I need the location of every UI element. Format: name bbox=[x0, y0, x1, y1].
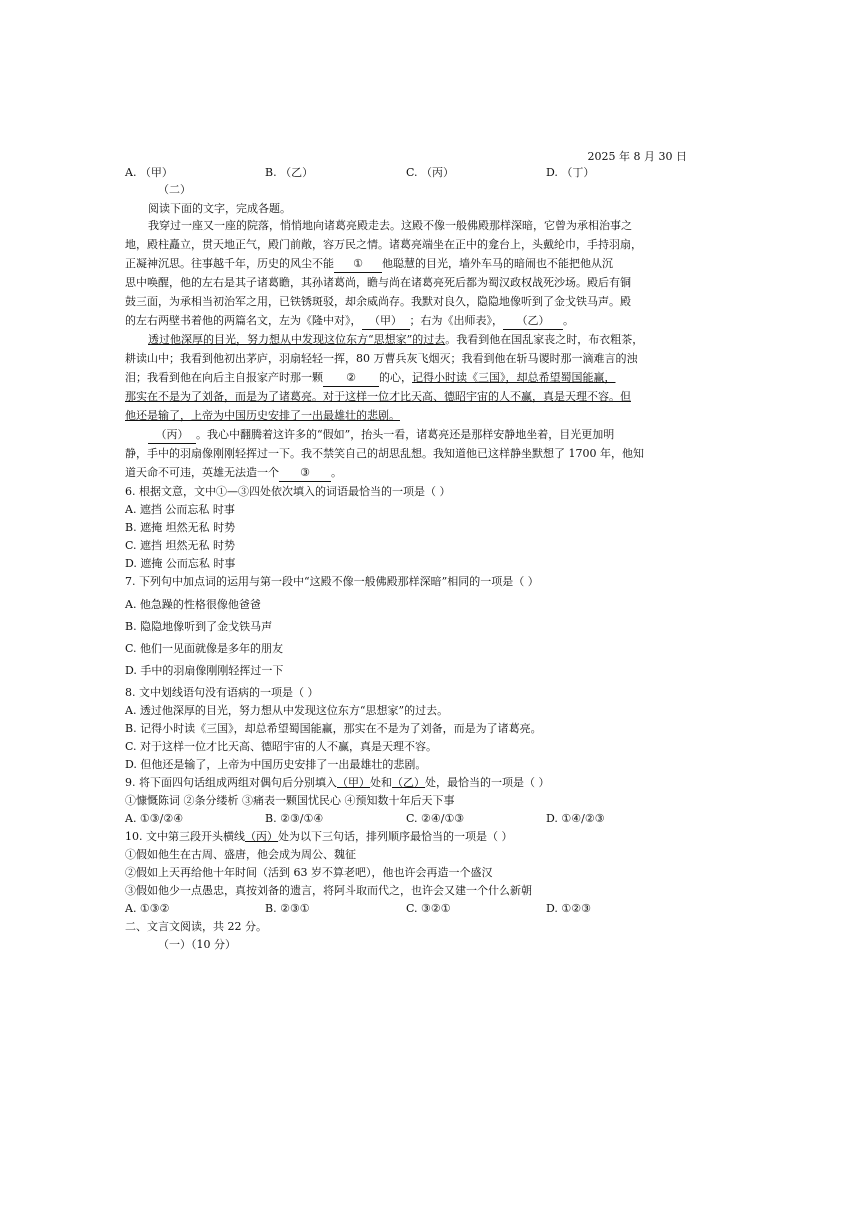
q9-option-b: B. ②③/①④ bbox=[265, 812, 324, 825]
blank-bing: （丙） bbox=[148, 427, 196, 444]
question-text: 10. 文中第三段开头横线 bbox=[125, 830, 245, 843]
passage-text: 。我看到他在国乱家丧之时，布衣粗茶， bbox=[445, 333, 644, 346]
q9-items: ①慷慨陈词 ②条分缕析 ③痛表一颗国忧民心 ④预知数十年后天下事 bbox=[125, 794, 455, 807]
passage-text: 泪；我看到他在向后主自报家产时那一颗 bbox=[125, 371, 323, 384]
passage-line: 我穿过一座又一座的院落，悄悄地向诸葛亮殿走去。这殿不像一般佛殿那样深暗，它曾为承相治事之 bbox=[148, 219, 632, 232]
q8-option-d: D. 但他还是输了，上帝为中国历史安排了一出最雄壮的悲剧。 bbox=[125, 758, 427, 771]
q7-option-c: C. 他们一见面就像是多年的朋友 bbox=[125, 642, 284, 655]
passage-text: 的心， bbox=[379, 371, 412, 384]
passage-line bbox=[148, 332, 690, 348]
question-text: 9. 将下面四句话组成两组对偶句后分别填入 bbox=[125, 776, 337, 789]
q10-option-a: A. ①③② bbox=[125, 902, 170, 915]
q10-marker-bing: （丙） bbox=[245, 830, 278, 843]
underlined-sentence-d: 他还是输了，上帝为中国历史安排了一出最雄壮的悲剧。 bbox=[125, 409, 400, 422]
question-9 bbox=[125, 775, 690, 791]
q6-option-b: B. 遮掩 坦然无私 时势 bbox=[125, 521, 236, 534]
blank-1: ① bbox=[334, 256, 382, 273]
passage-text: ；右为《出师表》， bbox=[409, 314, 503, 327]
passage-line bbox=[125, 256, 690, 273]
q10-option-b: B. ②③① bbox=[265, 902, 310, 915]
passage-line: 耕读山中；我看到他初出茅庐，羽扇轻轻一挥，80 万曹兵灰飞烟灭；我看到他在斩马谡时那一滴难言的浊 bbox=[125, 352, 638, 365]
question-10 bbox=[125, 829, 690, 845]
q9-option-c: C. ②④/①③ bbox=[406, 812, 465, 825]
passage-line bbox=[125, 370, 690, 387]
q9-marker-yi: （乙） bbox=[392, 776, 425, 789]
passage-text: 他聪慧的目光，墙外车马的暗闹也不能把他从沉 bbox=[382, 257, 613, 270]
prev-option-b: B. （乙） bbox=[265, 166, 314, 179]
q10-item-3: ③假如他少一点愚忠，真按刘备的遗言，将阿斗取而代之，也许会又建一个什么新朝 bbox=[125, 884, 532, 897]
passage-text: 。 bbox=[563, 314, 574, 327]
q9-marker-jia: （甲） bbox=[337, 776, 370, 789]
passage-line: 思中唤醒，他的左右是其子诸葛瞻，其孙诸葛尚，瞻与尚在诸葛亮死后都为蜀汉政权战死沙场。殿后有铜 bbox=[125, 276, 631, 289]
blank-yi: （乙） bbox=[503, 313, 563, 330]
passage-text: 的左右两壁书着他的两篇名文，左为《隆中对》， bbox=[125, 314, 362, 327]
question-6: 6. 根据文意，文中①—③四处依次填入的词语最恰当的一项是（ ） bbox=[125, 485, 451, 498]
passage-text: 。我心中翻腾着这许多的“假如”，抬头一看，诸葛亮还是那样安静地坐着，目光更加明 bbox=[196, 428, 615, 441]
passage-line: 地，殿柱矗立，贯天地正气，殿门前敞，容万民之情。诸葛亮端坐在正中的龛台上，头戴纶巾，手持羽扇， bbox=[125, 238, 642, 251]
passage-text: 。 bbox=[331, 466, 342, 479]
q10-option-c: C. ③②① bbox=[406, 902, 451, 915]
q6-option-c: C. 遮挡 坦然无私 时势 bbox=[125, 539, 236, 552]
blank-3: ③ bbox=[279, 465, 331, 482]
q10-item-1: ①假如他生在古周、盛唐，他会成为周公、魏征 bbox=[125, 848, 356, 861]
part-2-heading: 二、文言文阅读，共 22 分。 bbox=[125, 920, 267, 933]
page-date: 2025 年 8 月 30 日 bbox=[587, 150, 687, 163]
question-7: 7. 下列句中加点词的运用与第一段中“这殿不像一般佛殿那样深暗”相同的一项是（ ） bbox=[125, 575, 539, 588]
question-8: 8. 文中划线语句没有语病的一项是（ ） bbox=[125, 686, 319, 699]
passage-text: 道天命不可违，英雄无法造一个 bbox=[125, 466, 279, 479]
q6-option-a: A. 遮挡 公而忘私 时事 bbox=[125, 503, 235, 516]
q9-option-d: D. ①④/②③ bbox=[546, 812, 605, 825]
question-text: 处为以下三句话，排列顺序最恰当的一项是（ ） bbox=[278, 830, 513, 843]
passage-text: 正凝神沉思。往事越千年，历史的风尘不能 bbox=[125, 257, 334, 270]
q7-option-a: A. 他急躁的性格很像他爸爸 bbox=[125, 598, 261, 611]
underlined-sentence-b: 记得小时读《三国》，却总希望蜀国能赢， bbox=[412, 371, 616, 384]
passage-line bbox=[125, 465, 690, 482]
underlined-sentence-a: 透过他深厚的目光，努力想从中发现这位东方“思想家”的过去 bbox=[148, 333, 446, 346]
blank-jia: （甲） bbox=[362, 313, 410, 330]
q7-option-d: D. 手中的羽扇像刚刚轻挥过一下 bbox=[125, 664, 284, 677]
q8-option-b: B. 记得小时读《三国》，却总希望蜀国能赢，那实在不是为了刘备，而是为了诸葛亮。 bbox=[125, 722, 542, 735]
prev-option-a: A. （甲） bbox=[125, 166, 173, 179]
prev-option-d: D. （丁） bbox=[546, 166, 595, 179]
question-text: 处和 bbox=[370, 776, 392, 789]
passage-line: 鼓三面，为承相当初治军之用，已铁锈斑驳，却余威尚存。我默对良久，隐隐地像听到了金戈铁马声。殿 bbox=[125, 295, 631, 308]
part-2-subheading: （一）（10 分） bbox=[158, 938, 236, 951]
q10-item-2: ②假如上天再给他十年时间（活到 63 岁不算老吧），他也许会再造一个盛汉 bbox=[125, 866, 493, 879]
prev-option-c: C. （丙） bbox=[406, 166, 455, 179]
section-label: （二） bbox=[158, 183, 191, 196]
q7-option-b: B. 隐隐地像听到了金戈铁马声 bbox=[125, 620, 273, 633]
question-text: 处，最恰当的一项是（ ） bbox=[425, 776, 550, 789]
q8-option-a: A. 透过他深厚的目光，努力想从中发现这位东方“思想家”的过去。 bbox=[125, 704, 449, 717]
passage-line bbox=[125, 313, 690, 330]
underlined-sentence-c: 那实在不是为了刘备，而是为了诸葛亮。对于这样一位才比天高、德昭宇宙的人不赢，真是天理不容。但 bbox=[125, 390, 631, 403]
q10-option-d: D. ①②③ bbox=[546, 902, 592, 915]
q6-option-d: D. 遮掩 公而忘私 时事 bbox=[125, 557, 236, 570]
passage-line: 静，手中的羽扇像刚刚轻挥过一下。我不禁笑自己的胡思乱想。我知道他已这样静坐默想了 1700 年，他知 bbox=[125, 447, 644, 460]
instruction: 阅读下面的文字，完成各题。 bbox=[148, 202, 291, 215]
q9-option-a: A. ①③/②④ bbox=[125, 812, 184, 825]
passage-line bbox=[148, 427, 690, 444]
q8-option-c: C. 对于这样一位才比天高、德昭宇宙的人不赢，真是天理不容。 bbox=[125, 740, 438, 753]
blank-2: ② bbox=[323, 370, 379, 387]
